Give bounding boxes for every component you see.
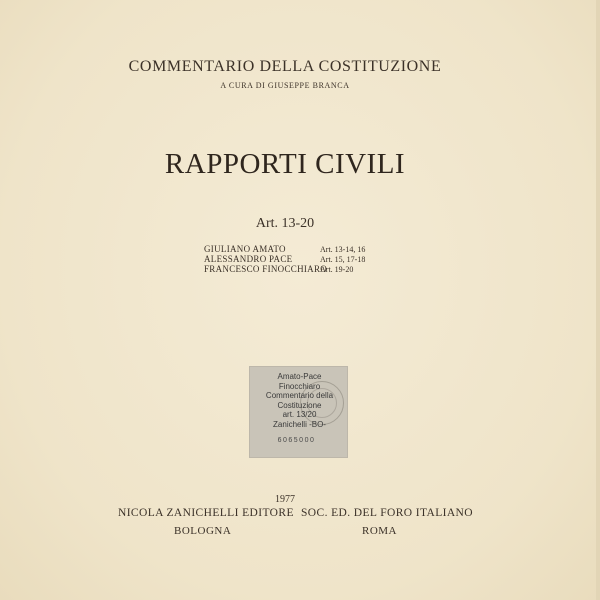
library-stamp-label bbox=[249, 366, 348, 458]
stamp-line: Finocchiaro bbox=[278, 381, 321, 391]
stamp-line: Costituzione bbox=[277, 400, 322, 410]
page-edge bbox=[596, 0, 600, 600]
series-title: COMMENTARIO DELLA COSTITUZIONE bbox=[128, 58, 442, 75]
author-articles: Art. 19-20 bbox=[320, 265, 354, 274]
author-row bbox=[204, 264, 365, 274]
author-articles: Art. 13-14, 16 bbox=[320, 245, 366, 254]
author-name: FRANCESCO FINOCCHIARO bbox=[204, 264, 328, 274]
editor-line: A CURA DI GIUSEPPE BRANCA bbox=[220, 81, 350, 90]
author-articles: Art. 15, 17-18 bbox=[320, 255, 366, 264]
stamp-line: Commentario della bbox=[265, 391, 334, 401]
author-list bbox=[204, 244, 365, 274]
stamp-line: art. 13/20 bbox=[282, 410, 317, 420]
publisher-city: ROMA bbox=[362, 525, 398, 537]
author-row bbox=[204, 254, 365, 264]
book-title: RAPPORTI CIVILI bbox=[164, 148, 406, 180]
publisher-city: BOLOGNA bbox=[174, 525, 232, 537]
publisher-name: NICOLA ZANICHELLI EDITORE bbox=[118, 507, 294, 519]
author-name: GIULIANO AMATO bbox=[204, 244, 286, 254]
author-row bbox=[204, 244, 365, 254]
publisher-name: SOC. ED. DEL FORO ITALIANO bbox=[301, 507, 473, 519]
articles-range: Art. 13-20 bbox=[255, 216, 315, 231]
publication-year: 1977 bbox=[275, 494, 295, 505]
stamp-line: Zanichelli -BO- bbox=[273, 419, 326, 429]
stamp-code: 6065000 bbox=[277, 437, 316, 444]
author-name: ALESSANDRO PACE bbox=[204, 254, 293, 264]
stamp-line: Amato-Pace bbox=[277, 372, 322, 381]
stamp-text bbox=[250, 372, 348, 430]
